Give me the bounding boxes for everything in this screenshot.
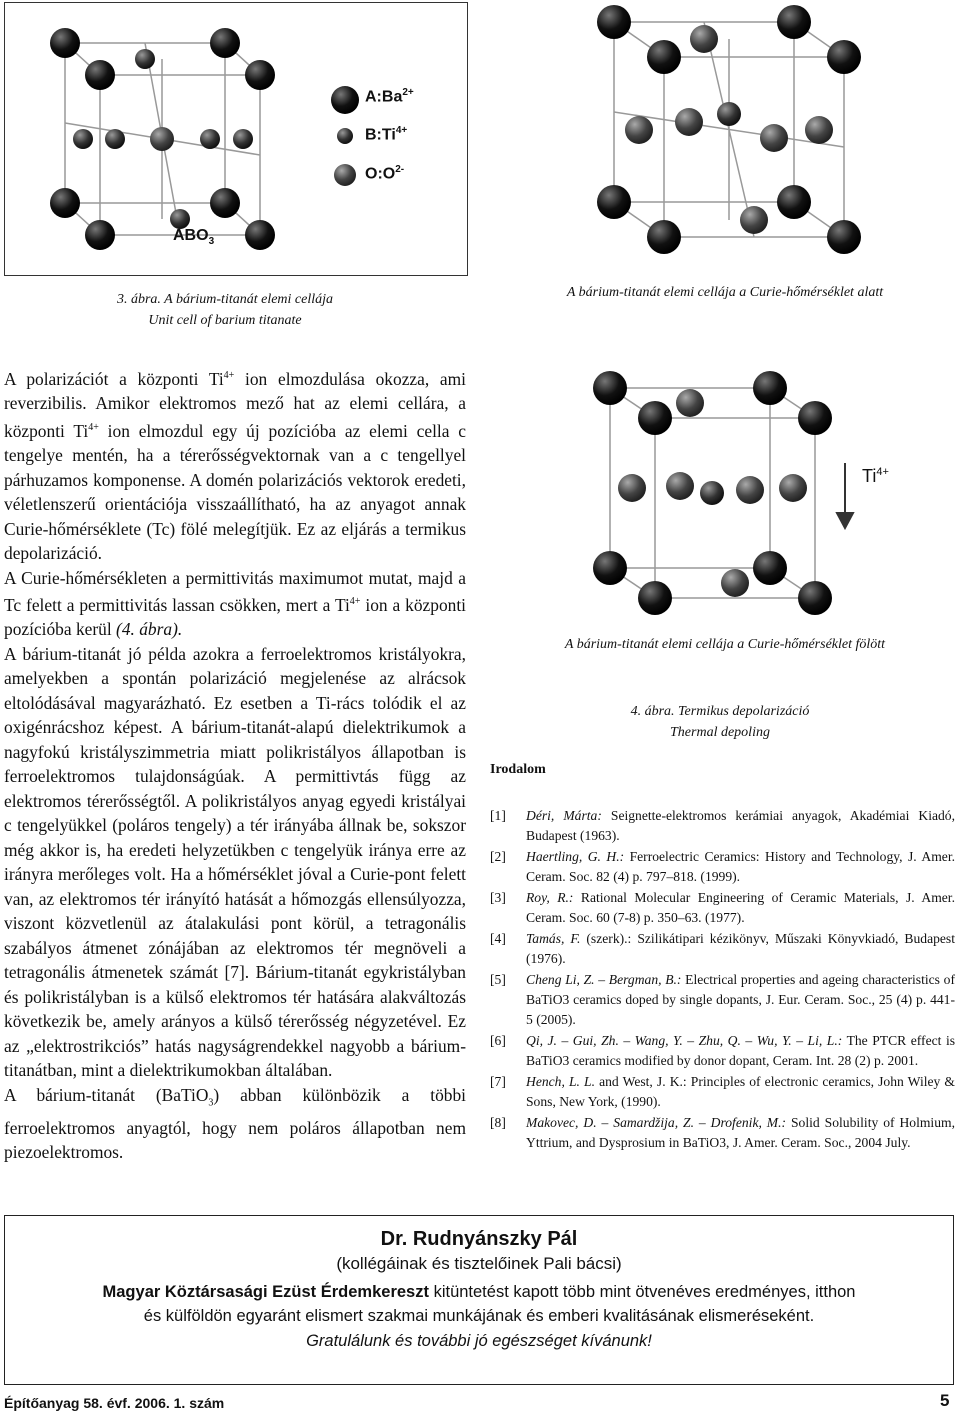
reference-number: [3] bbox=[490, 890, 506, 905]
legend-o: $O:O^{2-}$ bbox=[365, 164, 405, 183]
reference-text bbox=[526, 1072, 955, 1112]
announcement-congrats: Gratulálunk és további jó egészséget kívánunk! bbox=[306, 1332, 652, 1350]
reference-authors: Cheng Li, Z. – Bergman, B.: bbox=[526, 972, 682, 987]
reference-text bbox=[526, 929, 955, 969]
reference-number: [5] bbox=[490, 972, 506, 987]
reference-body: Solid Solubility of Holmium, Yttrium, and Dysprosium in BaTiO3, J. Amer. Ceram. Soc., 2004 July. bbox=[526, 1115, 955, 1150]
reference-authors: Tamás, F. bbox=[526, 931, 581, 946]
reference-authors: Haertling, G. H.: bbox=[526, 849, 625, 864]
figure-3-unit-cell bbox=[4, 2, 468, 276]
reference-number: [6] bbox=[490, 1033, 506, 1048]
reference-item bbox=[490, 888, 955, 928]
reference-authors: Hench, L. L. bbox=[526, 1074, 595, 1089]
reference-item bbox=[490, 970, 955, 1030]
reference-number: [2] bbox=[490, 849, 506, 864]
reference-number: [8] bbox=[490, 1115, 506, 1130]
reference-item bbox=[490, 1031, 955, 1071]
abo3-label: $ABO_3$ bbox=[173, 227, 215, 248]
ti-label: $Ti^{4+}$ bbox=[862, 466, 889, 486]
footer-journal: Építőanyag 58. évf. 2006. 1. szám bbox=[4, 1395, 225, 1411]
announcement-line-1: Magyar Köztársasági Ezüst Érdemkereszt kitüntetést kapott több mint ötvenéves eredményes, itthon bbox=[102, 1283, 856, 1301]
legend-ba: $A:Ba^{2+}$ bbox=[365, 87, 414, 106]
reference-item bbox=[490, 847, 955, 887]
references-list bbox=[490, 806, 955, 1154]
paragraph-3: A bárium-titanát jó példa azokra a ferroelektromos kristályokra, amelyekben a spontán polarizáció megjelenése az alrácsok eltolódásával magyarázható. Ez esetben a Ti-rács tolódik el az oxigénrácshoz képest. A bárium-titanát-alapú dielektrikumok a nagyfokú kristályszimmetria miatt polikristályos állapotban is ferroelektromos tulajdonságúak. A permittivtás függ az elektromos térerősségtől. A polikristályos anyag egyedi kristályai c tengelyükkel (poláros tengely) a tér irányába állnak be, sokszor még akkor is, ha eredeti helyzetükben c tengelyük iránya erre az irányra merőleges volt. Ha a hőmérséklet jóval a Curie-pont felett van, az elektromos tér irányító hatását a hőmozgás ellensúlyozza, viszont közvetlenül az átalakulási pont körül, a tetragonális szabályos átmenet zónájában az elektromos tér megnöveli a tetragonális átmenetek számát [7]. Bárium-titanát egykristályban és polikristályban is a külső elektromos tér hatására alakváltozás következik be, amely arányos a külső térerősség négyzetével. Ez az „elektrostrikciós” hatás nagyságrendekkel nagyobb a bárium-titanátban, mint a dielektrikumokban általában. bbox=[4, 643, 466, 1081]
reference-item bbox=[490, 929, 955, 969]
reference-body: Ferroelectric Ceramics: History and Technology, J. Amer. Ceram. Soc. 82 (4) p. 797–818. (1999). bbox=[526, 849, 956, 884]
announcement-name: Dr. Rudnyánszky Pál bbox=[380, 1228, 578, 1250]
legend-ti: $B:Ti^{4+}$ bbox=[365, 125, 408, 144]
reference-number: [4] bbox=[490, 931, 506, 946]
figure-3-caption: 3. ábra. A bárium-titanát elemi cellája Unit cell of barium titanate bbox=[116, 292, 334, 328]
paragraph-4: A bárium-titanát (BaTiO$_3$) abban különbözik a többi ferroelektromos anyagtól, hogy nem poláros állapotban nem piezoelektromos. bbox=[4, 1084, 466, 1163]
body-text bbox=[4, 364, 466, 1165]
reference-body: The PTCR effect is BaTiO3 ceramics modified by donor dopant, Ceram. Int. 28 (2) p. 2001. bbox=[526, 1033, 956, 1068]
reference-body: (szerk).: Szilikátipari kézikönyv, Műszaki Könyvkiadó, Budapest (1976). bbox=[526, 931, 955, 966]
references-heading: Irodalom bbox=[490, 762, 546, 777]
reference-item bbox=[490, 1113, 955, 1153]
reference-number: [7] bbox=[490, 1074, 506, 1089]
reference-text bbox=[526, 1113, 955, 1153]
reference-authors: Makovec, D. – Samardžija, Z. – Drofenik, M.: bbox=[526, 1115, 787, 1130]
reference-number: [1] bbox=[490, 808, 506, 823]
above-curie-caption: A bárium-titanát elemi cellája a Curie-hőmérséklet fölött bbox=[564, 637, 886, 652]
cubic-cell-image bbox=[590, 368, 910, 630]
reference-item bbox=[490, 806, 955, 846]
reference-text bbox=[526, 1031, 955, 1071]
paragraph-1: A polarizációt a központi $Ti^{4+}$ ion elmozdulása okozza, ami reverzibilis. Amikor elektromos mező hat az elemi cellára, a központi $Ti^{4+}$ ion elmozdul egy új pozícióba az elemi cella c tengelye mentén, ha a térerősségvektornak van a c tengellyel párhuzamos komponense. A domén polarizációs vektorok eredeti, véletlenszerű orientációja visszaállítható, ha az anyagot annak Curie-hőmérséklete (Tc) fölé melegítjük. Ez az eljárás a termikus depolarizáció. bbox=[4, 368, 466, 564]
announcement-line-2: és külföldön egyaránt elismert szakmai munkájának és emberi kvalitásának elismeréseként. bbox=[143, 1307, 815, 1325]
reference-body: Seignette-elektromos kerámiai anyagok, Akadémiai Kiadó, Budapest (1963). bbox=[526, 808, 955, 843]
legend-swatches bbox=[331, 86, 359, 186]
reference-text bbox=[526, 806, 955, 846]
announcement-subtitle: (kollégáinak és tisztelőinek Pali bácsi) bbox=[336, 1254, 622, 1273]
reference-authors: Qi, J. – Gui, Zh. – Wang, Y. – Zhu, Q. – Wu, Y. – Li, L.: bbox=[526, 1033, 843, 1048]
reference-authors: Roy, R.: bbox=[526, 890, 574, 905]
paragraph-2: A Curie-hőmérsékleten a permittivitás maximumot mutat, majd a Tc felett a permittivitás lassan csökken, mert a $Ti^{4+}$ ion a központi pozícióba kerül (4. ábra). bbox=[4, 567, 466, 640]
arrow-down-icon bbox=[837, 463, 853, 528]
ti-atom bbox=[150, 127, 174, 151]
tetragonal-cell-image bbox=[594, 2, 874, 264]
reference-item bbox=[490, 1072, 955, 1112]
below-curie-caption: A bárium-titanát elemi cellája a Curie-hőmérséklet alatt bbox=[566, 285, 884, 300]
reference-text bbox=[526, 888, 955, 928]
reference-authors: Déri, Márta: bbox=[526, 808, 602, 823]
reference-text bbox=[526, 847, 955, 887]
reference-text bbox=[526, 970, 955, 1030]
reference-body: Electrical properties and ageing characteristics of BaTiO3 ceramics doped by single dopants, J. Eur. Ceram. Soc., 25 (4) p. 441-5 (2005). bbox=[526, 972, 955, 1027]
reference-body: Rational Molecular Engineering of Ceramic Materials, J. Amer. Ceram. Soc. 60 (7-8) p. 350–63. (1977). bbox=[526, 890, 955, 925]
announcement-box bbox=[4, 1215, 954, 1385]
figure-4-caption: 4. ábra. Termikus depolarizáció Thermal depoling bbox=[630, 704, 810, 740]
reference-body: and West, J. K.: Principles of electronic ceramics, John Wiley & Sons, New York, (1990). bbox=[526, 1074, 956, 1109]
page-number: 5 bbox=[940, 1391, 950, 1410]
